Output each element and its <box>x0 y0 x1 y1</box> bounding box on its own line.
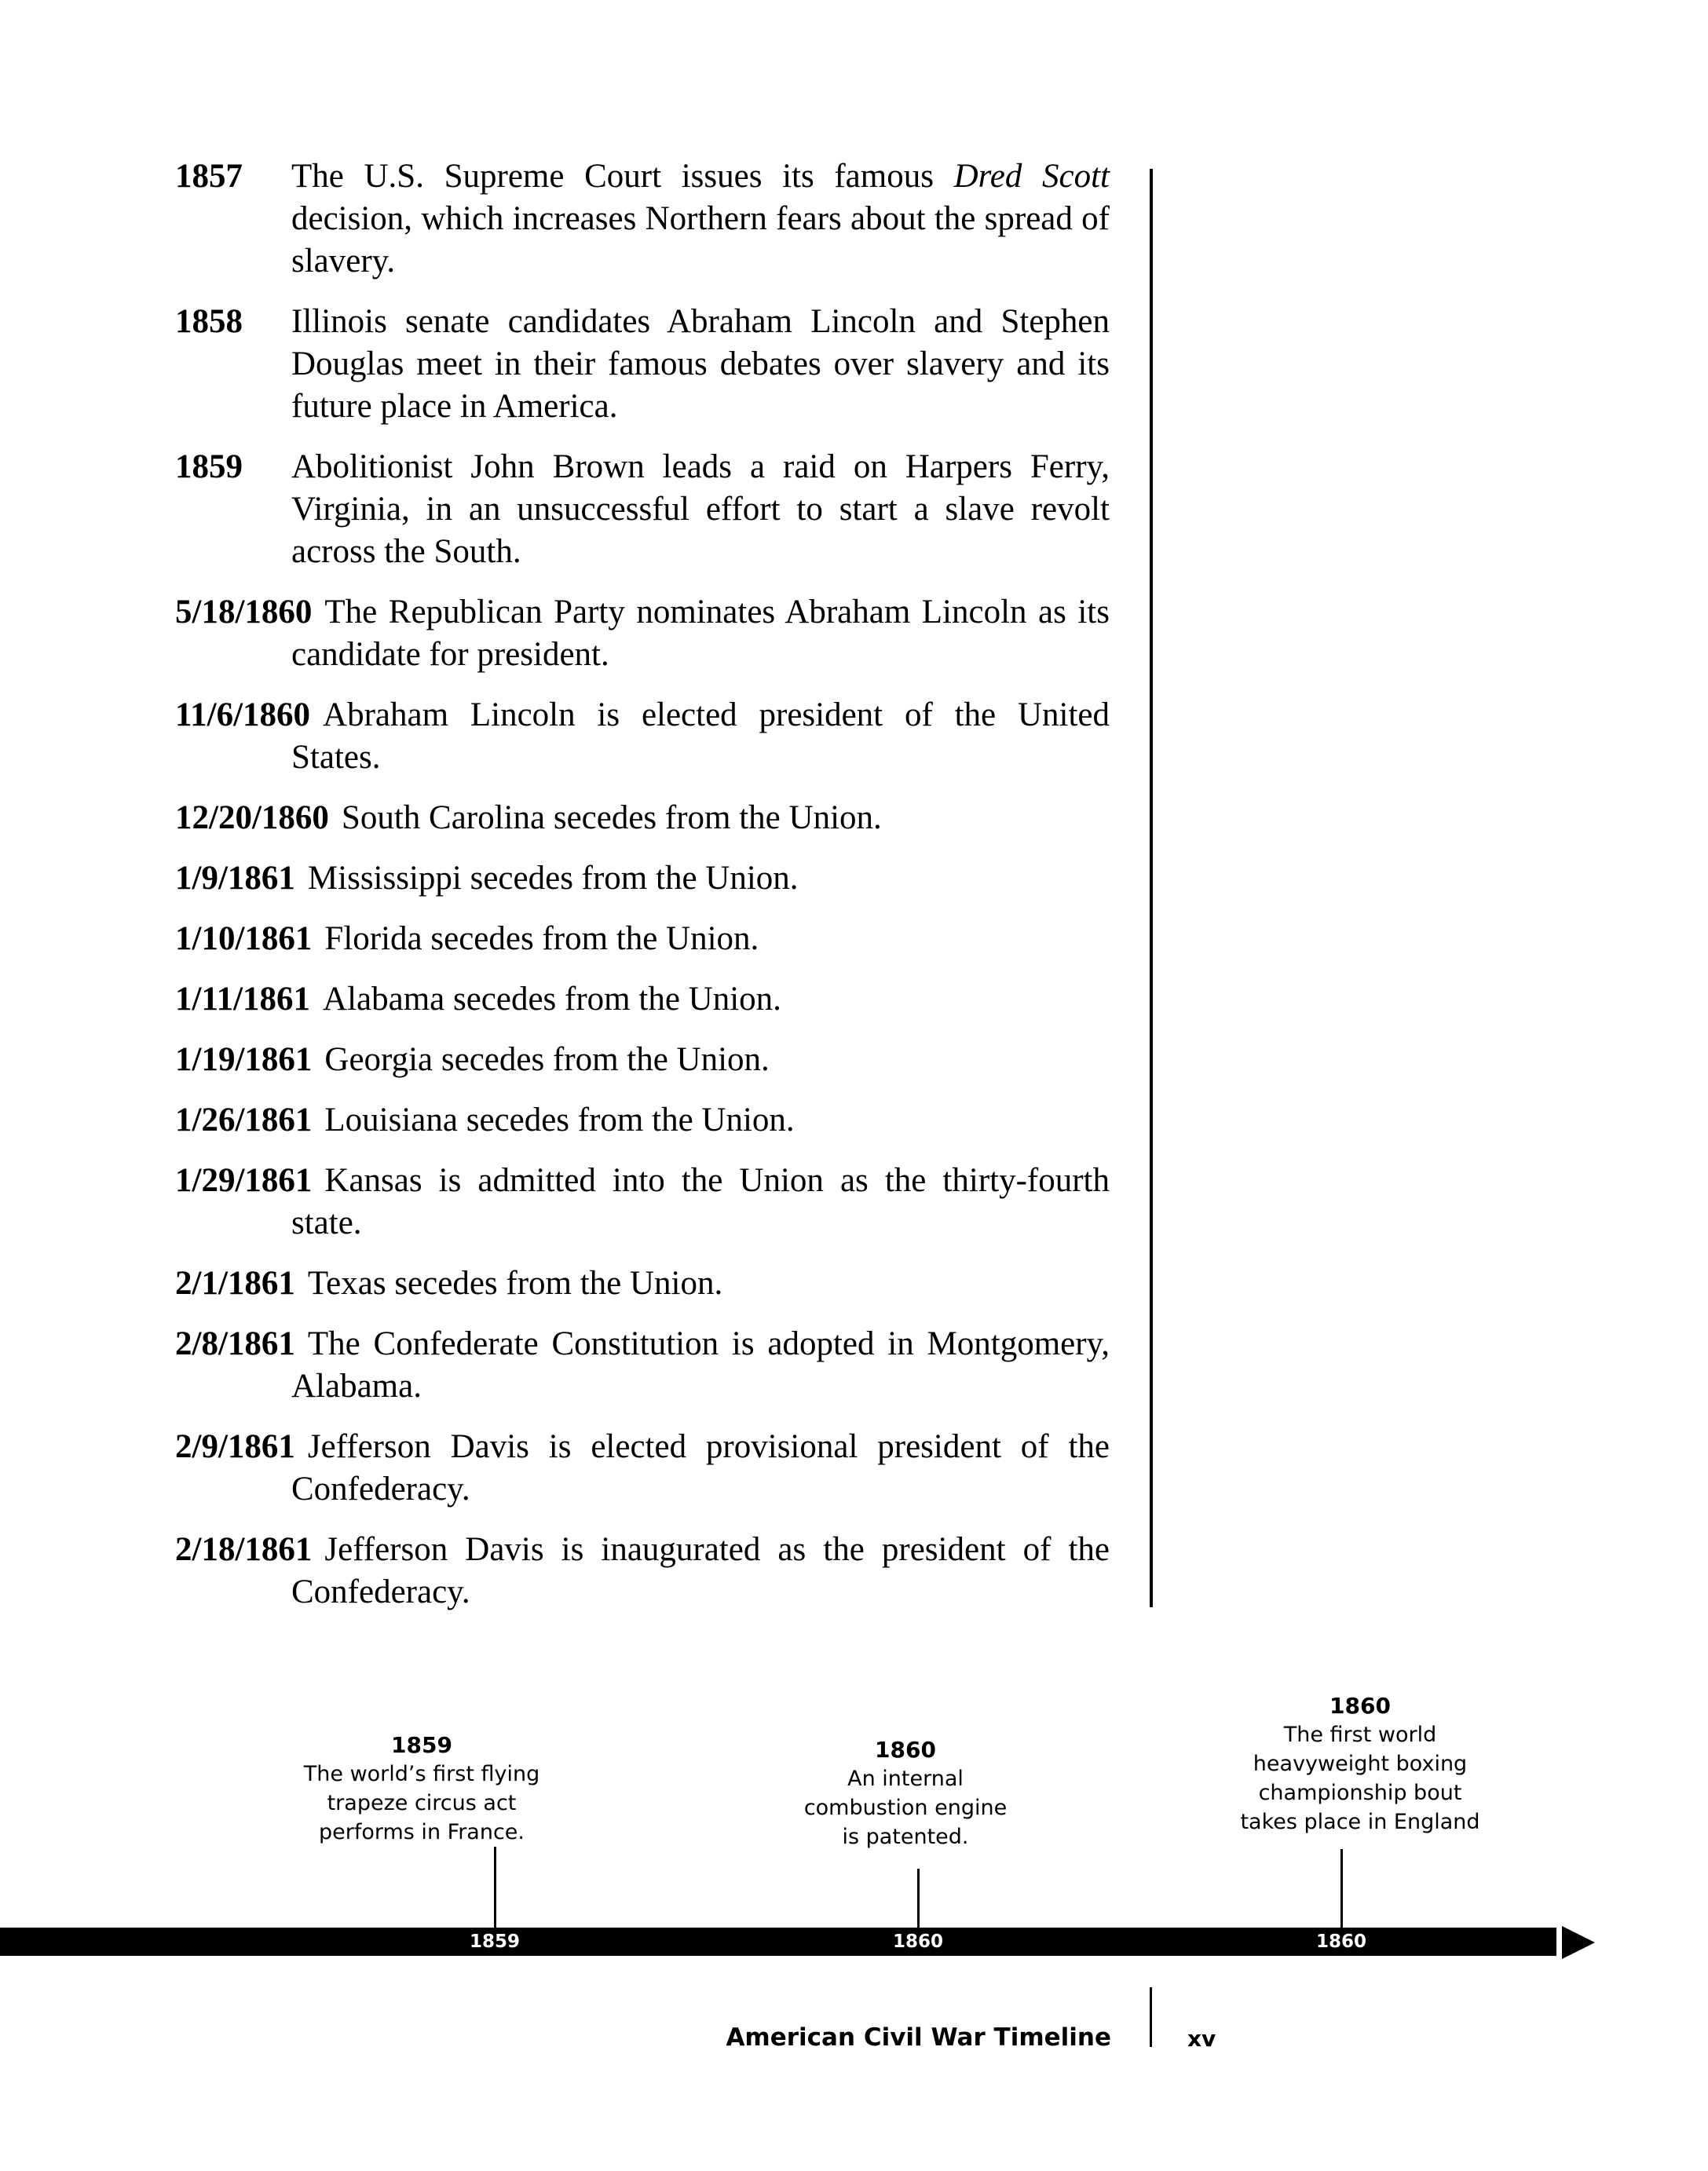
timeline-entry <box>175 857 1110 900</box>
timeline-bar-label: 1860 <box>1315 1932 1366 1952</box>
entry-text: Abraham Lincoln is elected president of the United States. <box>291 696 1110 776</box>
world-event-callout <box>741 1735 1070 1851</box>
timeline-bar-label: 1859 <box>469 1932 520 1952</box>
entry-date: 5/18/1860 <box>175 594 313 630</box>
entry-date: 1/19/1861 <box>175 1041 313 1078</box>
timeline-entry <box>175 797 1110 839</box>
entry-text: Georgia secedes from the Union. <box>324 1041 770 1078</box>
timeline-entry <box>175 155 1110 283</box>
entry-text: The Confederate Constitution is adopted in Montgomery, Alabama. <box>291 1325 1110 1405</box>
timeline-entry <box>175 1039 1110 1081</box>
timeline-bar-label: 1860 <box>892 1932 943 1952</box>
footer-divider <box>1150 1987 1152 2047</box>
entry-text: Louisiana secedes from the Union. <box>324 1102 795 1138</box>
entry-text: Abolitionist John Brown leads a raid on Harpers Ferry, Virginia, in an unsuccessful effort to start a slave revolt across the South. <box>291 448 1110 570</box>
entry-text: decision, which increases Northern fears about the spread of slavery. <box>291 200 1110 280</box>
entry-date: 1/10/1861 <box>175 920 313 957</box>
timeline-entry <box>175 1323 1110 1408</box>
entry-date: 1/9/1861 <box>175 860 295 897</box>
world-event-text: The world’s first flying trapeze circus act performs in France. <box>303 1762 540 1844</box>
timeline-entry <box>175 1263 1110 1305</box>
entry-text: Jefferson Davis is inaugurated as the president of the Confederacy. <box>291 1531 1110 1610</box>
entry-text: The U.S. Supreme Court issues its famous <box>291 158 954 195</box>
entry-date: 2/8/1861 <box>175 1325 295 1362</box>
timeline-arrow-icon <box>1562 1926 1595 1959</box>
entry-date: 12/20/1860 <box>175 799 329 836</box>
timeline-entry <box>175 694 1110 779</box>
entry-date: 1/29/1861 <box>175 1162 313 1199</box>
timeline-tick <box>917 1869 920 1929</box>
page-number: xv <box>1187 2026 1216 2052</box>
timeline-entry <box>175 1099 1110 1142</box>
timeline-tick <box>1340 1849 1343 1929</box>
entry-text: Florida secedes from the Union. <box>324 920 759 957</box>
world-event-text: An internal combustion engine is patented. <box>803 1767 1008 1849</box>
entry-text: Illinois senate candidates Abraham Lincoln and Stephen Douglas meet in their famous debates over slavery and its future place in America. <box>291 303 1110 425</box>
timeline-entry <box>175 1160 1110 1244</box>
entry-text: Alabama secedes from the Union. <box>323 981 781 1018</box>
entry-date: 1857 <box>175 158 243 195</box>
entry-text: Mississippi secedes from the Union. <box>307 860 799 897</box>
world-event-year: 1859 <box>391 1732 452 1758</box>
timeline-entry <box>175 918 1110 960</box>
entry-date: 2/9/1861 <box>175 1428 295 1465</box>
timeline-entry <box>175 978 1110 1021</box>
entry-text: South Carolina secedes from the Union. <box>341 799 882 836</box>
timeline-entry <box>175 446 1110 573</box>
entry-text: Texas secedes from the Union. <box>307 1265 723 1302</box>
world-event-year: 1860 <box>875 1737 936 1763</box>
entry-date: 1859 <box>175 448 243 485</box>
entry-date: 2/1/1861 <box>175 1265 295 1302</box>
world-event-text: The first world heavyweight boxing championship bout takes place in England <box>1240 1723 1480 1834</box>
timeline-entry <box>175 1426 1110 1511</box>
entry-date: 1858 <box>175 303 243 340</box>
world-event-callout <box>257 1731 587 1847</box>
entry-date: 2/18/1861 <box>175 1531 313 1568</box>
entry-date: 1/11/1861 <box>175 981 311 1018</box>
timeline-tick <box>494 1847 496 1929</box>
timeline-entries <box>175 155 1110 1632</box>
timeline-entry <box>175 591 1110 676</box>
world-event-year: 1860 <box>1329 1693 1391 1719</box>
timeline-entry <box>175 301 1110 428</box>
timeline-entry <box>175 1529 1110 1614</box>
entry-text: The Republican Party nominates Abraham Lincoln as its candidate for president. <box>291 594 1110 673</box>
entry-text-italic: Dred Scott <box>953 158 1110 195</box>
entry-text: Kansas is admitted into the Union as the thirty-fourth state. <box>291 1162 1110 1241</box>
world-event-callout <box>1195 1691 1525 1837</box>
footer-title: American Civil War Timeline <box>726 2023 1111 2052</box>
entry-date: 1/26/1861 <box>175 1102 313 1138</box>
entry-text: Jefferson Davis is elected provisional president of the Confederacy. <box>291 1428 1110 1508</box>
entry-date: 11/6/1860 <box>175 696 311 733</box>
column-divider <box>1150 169 1153 1607</box>
